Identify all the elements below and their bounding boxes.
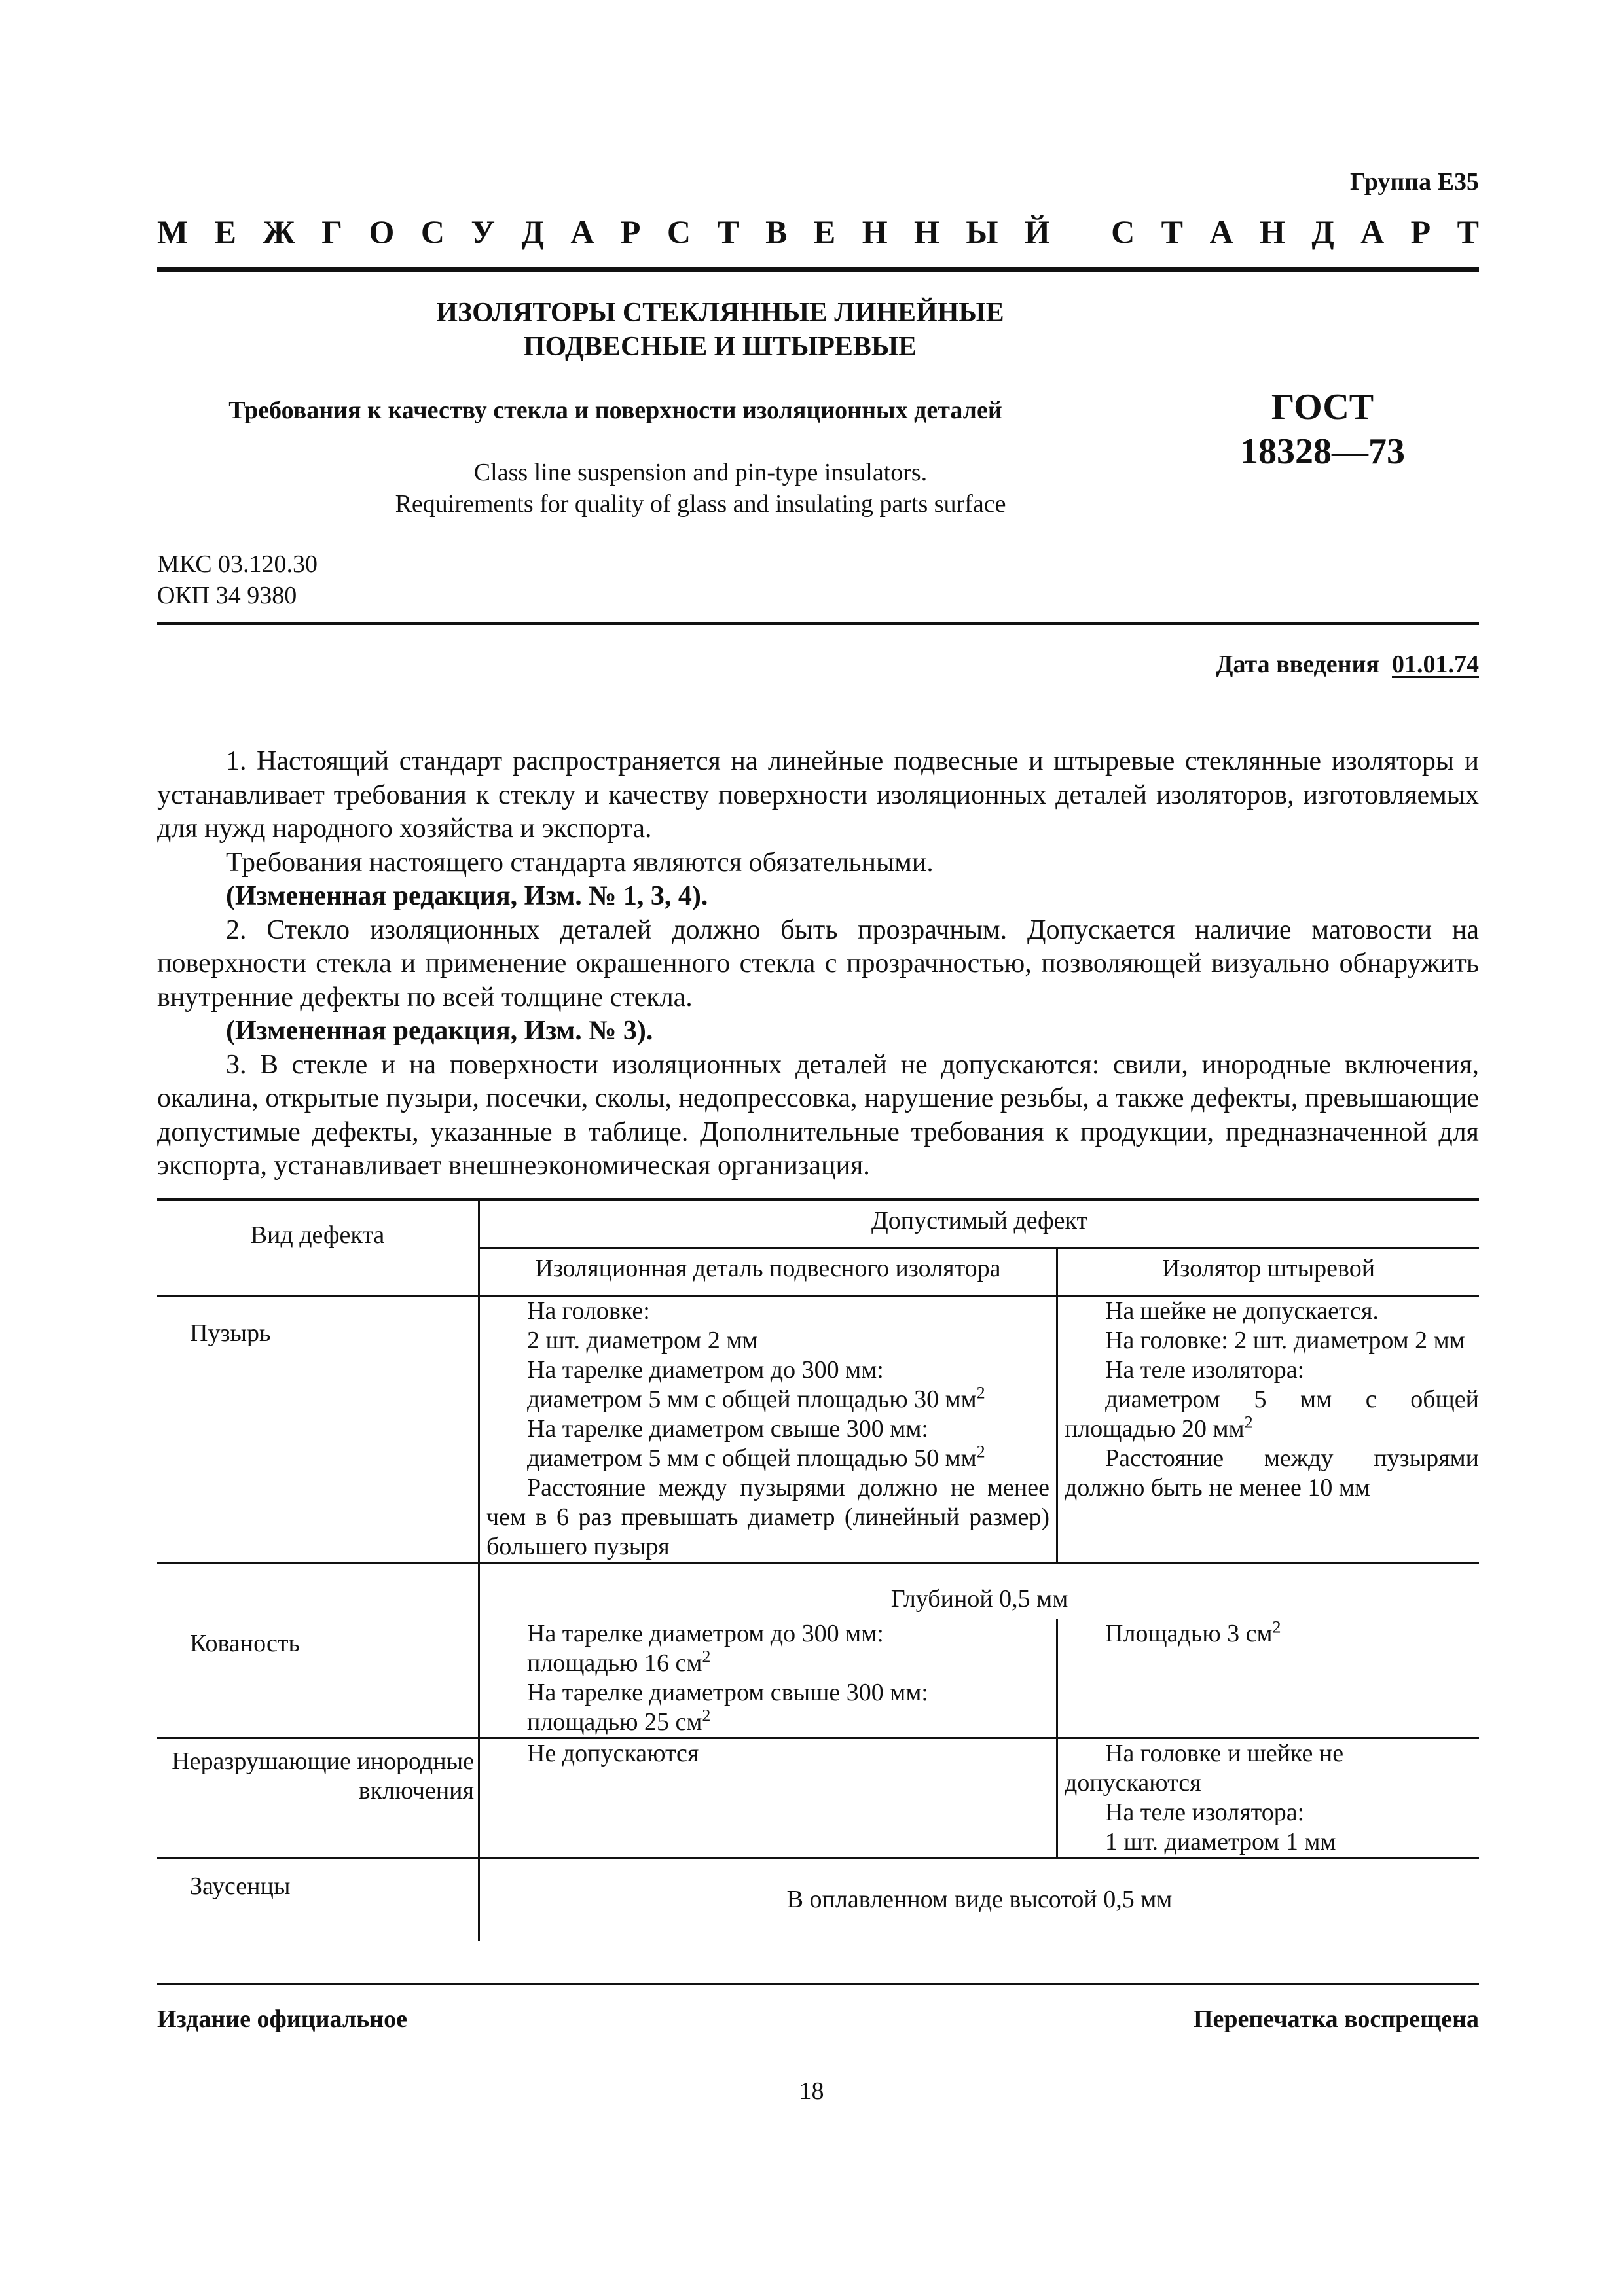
clause-1: 1. Настоящий стандарт распространяется на линейные подвесные и штыревые стеклянные изоляторы и устанавливает требования к стеклу и качеству поверхности изоляционных деталей изоляторов, изготовляемых для нужд народного хозяйства и экспорта. — [157, 746, 1479, 844]
banner-letter: Д — [521, 213, 544, 250]
common-cell: В оплавленном виде высотой 0,5 мм — [479, 1858, 1480, 1941]
table-row — [157, 1563, 1479, 1620]
banner-letter: В — [765, 213, 788, 250]
banner-letter: Е — [214, 213, 236, 250]
banner-letter: Е — [813, 213, 836, 250]
defect-kind: Заусенцы — [157, 1858, 479, 1941]
banner-letter: Р — [1410, 213, 1431, 250]
suspension-cell: На тарелке диаметром до 300 мм: площадью 16 $см^2$ На тарелке диаметром свыше 300 мм: площадью 25 $см^2$ — [479, 1619, 1057, 1738]
classification-codes — [157, 548, 318, 611]
table-row — [157, 1738, 1479, 1858]
page-number: 18 — [799, 2077, 824, 2105]
header-pin: Изолятор штыревой — [1057, 1248, 1480, 1296]
official-edition-label: Издание официальное — [157, 2005, 408, 2033]
header-rule — [157, 267, 1479, 272]
banner-letter: А — [1360, 213, 1385, 250]
banner-letter: Н — [1259, 213, 1285, 250]
amendment-note-2: (Измененная редакция, Изм. № 3). — [226, 1016, 653, 1046]
common-cell: Глубиной 0,5 мм — [479, 1563, 1480, 1620]
clause-1-mandatory: Требования настоящего стандарта являются обязательными. — [226, 847, 934, 878]
banner-letter: Ы — [966, 213, 998, 250]
banner-letter: С — [666, 213, 691, 250]
banner-letter: А — [1209, 213, 1233, 250]
banner-letter: Ж — [263, 213, 295, 250]
banner-letter: Д — [1311, 213, 1334, 250]
header-allowed-defect: Допустимый дефект — [479, 1200, 1480, 1248]
table-row — [157, 1296, 1479, 1563]
defect-kind: Пузырь — [157, 1296, 479, 1563]
banner-letter: Г — [321, 213, 343, 250]
suspension-cell: Не допускаются — [479, 1738, 1057, 1858]
defect-kind: Кованость — [157, 1563, 479, 1738]
suspension-cell: На головке: 2 шт. диаметром 2 мм На тарелке диаметром до 300 мм: диаметром 5 мм с общей площадью 30 $мм^2$ На тарелке диаметром свыше 300 мм: диаметром 5 мм с общей площадью 50 $мм^2$ Расстояние между пузырями должно не менее чем в 6 раз превышать диаметр (линейный размер) большего пузыря — [479, 1296, 1057, 1563]
gost-designation: ГОСТ 18328—73 — [1240, 387, 1405, 472]
banner-letter: Н — [862, 213, 888, 250]
pin-cell: На шейке не допускается. На головке: 2 шт. диаметром 2 мм На теле изолятора: диаметром 5 мм с общей площадью 20 $мм^2$ Расстояние между пузырями должно быть не менее 10 мм — [1065, 1297, 1479, 1501]
document-title: ИЗОЛЯТОРЫ СТЕКЛЯННЫЕ ЛИНЕЙНЫЕ ПОДВЕСНЫЕ И ШТЫРЕВЫЕ — [436, 298, 1004, 362]
banner-letter: С — [1111, 213, 1135, 250]
section-rule — [157, 622, 1479, 625]
mks-code: МКС 03.120.30 — [157, 550, 318, 578]
banner-letter: Т — [1161, 213, 1184, 250]
banner-letter: Р — [620, 213, 641, 250]
defect-kind: Неразрушающие инородные включения — [157, 1738, 479, 1858]
group-code: Группа Е35 — [1349, 168, 1479, 196]
standard-banner — [157, 213, 1479, 251]
banner-letter: М — [157, 213, 189, 250]
banner-letter: Т — [717, 213, 739, 250]
banner-letter: Й — [1024, 213, 1050, 250]
pin-cell: Площадью 3 $см^2$ — [1105, 1617, 1281, 1647]
header-suspension: Изоляционная деталь подвесного изолятора — [479, 1248, 1057, 1296]
banner-letter — [1076, 213, 1085, 251]
clause-3: 3. В стекле и на поверхности изоляционных деталей не допускаются: свили, инородные включения, окалина, открытые пузыри, посечки, сколы, недопрессовка, нарушение резьбы, а также дефекты, превышающие допустимые дефекты, указанные в таблице. Дополнительные требования к продукции, предназначенной для экспорта, устанавливает внешнеэкономическая организация. — [157, 1049, 1479, 1181]
banner-letter: Н — [914, 213, 939, 250]
reprint-prohibited-label: Перепечатка воспрещена — [1193, 2005, 1479, 2033]
banner-letter: Т — [1457, 213, 1479, 250]
english-title: Class line suspension and pin-type insulators. Requirements for quality of glass and insulating parts surface — [395, 459, 1006, 518]
standard-body — [157, 745, 1479, 1183]
okp-code: ОКП 34 9380 — [157, 582, 297, 609]
document-subtitle: Требования к качеству стекла и поверхности изоляционных деталей — [228, 397, 1002, 424]
banner-letter: А — [570, 213, 594, 250]
banner-letter: С — [420, 213, 445, 250]
table-row — [157, 1858, 1479, 1941]
clause-2: 2. Стекло изоляционных деталей должно быть прозрачным. Допускается наличие матовости на поверхности стекла и применение окрашенного стекла с прозрачностью, позволяющей визуально обнаружить внутренние дефекты по всей толщине стекла. — [157, 914, 1479, 1013]
amendment-note-1: (Измененная редакция, Изм. № 1, 3, 4). — [226, 881, 708, 911]
introduction-date: Дата введения 01.01.74 — [1216, 651, 1479, 678]
banner-letter: О — [369, 213, 395, 250]
pin-cell: На головке и шейке не допускаются На теле изолятора: 1 шт. диаметром 1 мм — [1057, 1738, 1480, 1858]
header-defect-kind: Вид дефекта — [157, 1200, 479, 1296]
defects-table — [157, 1198, 1479, 1941]
banner-letter: У — [471, 213, 496, 250]
footer-rule — [157, 1983, 1479, 1985]
